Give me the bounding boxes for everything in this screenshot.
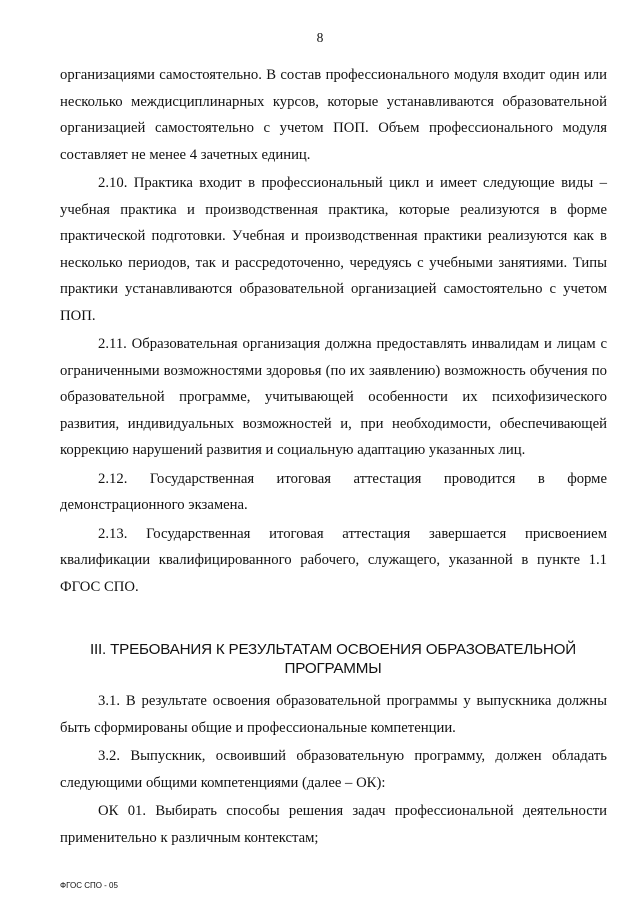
paragraph-2-12: 2.12. Государственная итоговая аттестация проводится в форме демонстрационного экзамена. xyxy=(60,470,607,513)
page-footer: ФГОС СПО - 05 xyxy=(60,881,118,890)
paragraph-2-10: 2.10. Практика входит в профессиональный цикл и имеет следующие виды – учебная практика и производственная практика, которые реализуются в форме практической подготовки. Учебная и производственная практики реализуются как в несколько периодов, так и рассредоточенно, чередуясь с учебными занятиями. Типы практики устанавливаются образовательной организацией самостоятельно с учетом ПОП. xyxy=(60,175,607,324)
page-number: 8 xyxy=(316,30,324,45)
paragraph-3-2: 3.2. Выпускник, освоивший образовательную программу, должен обладать следующими общими компетенциями (далее – ОК): xyxy=(60,748,607,791)
section-body xyxy=(60,688,607,851)
paragraph-2-11: 2.11. Образовательная организация должна предоставлять инвалидам и лицам с ограниченными возможностями здоровья (по их заявлению) возможность обучения по образовательной программе, учитывающей особенности их психофизического развития, индивидуальных возможностей и, при необходимости, обеспечивающей коррекцию нарушений развития и социальную адаптацию указанных лиц. xyxy=(60,336,607,458)
paragraph-ok-01: ОК 01. Выбирать способы решения задач профессиональной деятельности применительно к различным контекстам; xyxy=(60,803,607,846)
section-heading: III. ТРЕБОВАНИЯ К РЕЗУЛЬТАТАМ ОСВОЕНИЯ ОБРАЗОВАТЕЛЬНОЙ ПРОГРАММЫ xyxy=(89,641,576,677)
paragraph-2-13: 2.13. Государственная итоговая аттестация завершается присвоением квалификации квалифицированного рабочего, служащего, указанной в пункте 1.1 ФГОС СПО. xyxy=(60,525,607,595)
paragraph-continuation: организациями самостоятельно. В состав профессионального модуля входит один или несколько междисциплинарных курсов, которые устанавливаются образовательной организацией самостоятельно с учетом ПОП. Объем профессионального модуля составляет не менее 4 зачетных единиц. xyxy=(60,67,607,163)
paragraph-3-1: 3.1. В результате освоения образовательной программы у выпускника должны быть сформированы общие и профессиональные компетенции. xyxy=(60,693,607,736)
document-body xyxy=(60,62,607,600)
